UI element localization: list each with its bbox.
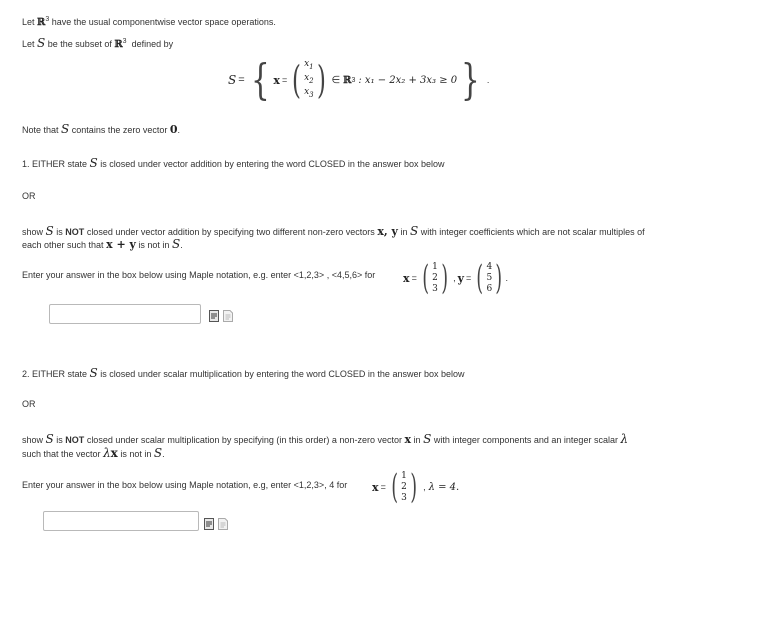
comp-2: $x_2$ xyxy=(304,73,314,85)
q1-show-post3: with integer coefficients which are not scalar multiples of xyxy=(420,227,645,237)
q1-show-pre: show xyxy=(22,227,44,237)
note-post: . xyxy=(177,125,181,135)
q1-either xyxy=(22,156,445,170)
q1-show-line1 xyxy=(22,224,645,238)
zero-vector: 0 xyxy=(169,123,178,136)
q1-ex-x-rparen: ) xyxy=(441,258,448,298)
q2-show-post: closed under scalar multiplication by specifying (in this order) a non-zero vector xyxy=(86,435,402,445)
q1-ex-y-col: 4 5 6 xyxy=(486,261,493,294)
q1-ex-y-rparen: ) xyxy=(495,258,503,298)
set-r3-exp: 3 xyxy=(351,76,356,84)
q2-ex-rparen: ) xyxy=(410,467,417,507)
answer1-input[interactable] xyxy=(49,304,201,324)
set-components xyxy=(304,59,314,100)
q2-line2-pre: such that the vector xyxy=(22,449,101,459)
note-line xyxy=(22,122,180,136)
q2-or: OR xyxy=(22,399,36,409)
q2-show-post3: with integer components and an integer scalar xyxy=(433,435,618,445)
q1-either-post: is closed under vector addition by entering the word CLOSED in the answer box below xyxy=(100,159,445,169)
preview-icon-2[interactable] xyxy=(204,518,214,530)
right-brace: } xyxy=(461,55,480,104)
q2-either-text: 2. EITHER state xyxy=(22,369,88,379)
q2-show-line2: such that the vector λx is not in S. xyxy=(22,446,165,460)
q1-ex-x-lparen: ( xyxy=(422,258,429,298)
q2-lambda: λ xyxy=(620,432,629,446)
q1-either-text: 1. EITHER state xyxy=(22,159,88,169)
s-symbol: S xyxy=(37,36,46,50)
set-lhs: S xyxy=(228,73,237,87)
q1-line2-pre: each other such that xyxy=(22,240,104,250)
q2-not: NOT xyxy=(65,435,85,445)
q2-show-s2: S xyxy=(423,432,432,446)
set-condition: : x₁ − 2x₂ + 3x₃ ≥ 0 xyxy=(358,74,458,86)
q1-example-vectors: x = ( 1 2 3 ) , y = ( 4 5 6 ) . xyxy=(403,258,509,298)
q2-ex-x: x xyxy=(372,480,379,494)
q2-s: S xyxy=(89,366,98,380)
set-eq: = xyxy=(238,74,245,86)
intro-line-2 xyxy=(22,36,173,50)
q2-show-mid: is xyxy=(56,435,63,445)
left-paren: ( xyxy=(292,58,302,102)
q2-lambda-x: λx xyxy=(103,446,118,460)
q2-in: in xyxy=(413,435,421,445)
r3-symbol-2: ℝ xyxy=(114,39,123,50)
q2-line2-mid: is not in xyxy=(120,449,152,459)
intro-subset-text: be the subset of xyxy=(47,39,112,49)
element-of: ∈ xyxy=(331,74,341,86)
intro-line-1 xyxy=(22,16,276,28)
q1-x-y: x, y xyxy=(377,225,398,238)
right-paren: ) xyxy=(316,58,326,102)
intro-let: Let xyxy=(22,17,35,27)
set-definition xyxy=(228,56,489,104)
note-mid: contains the zero vector xyxy=(71,125,168,135)
q2-line2-s: S xyxy=(153,446,163,460)
q1-not: NOT xyxy=(65,227,85,237)
q1-show-mid: is xyxy=(56,227,63,237)
comp-3: $x_3$ xyxy=(304,86,314,99)
intro-line1-text: have the usual componentwise vector space operations. xyxy=(51,17,276,27)
r3-exp: 3 xyxy=(45,16,50,23)
q1-enter-text: Enter your answer in the box below using Maple notation, e.g. enter <1,2,3> , <4,5,6> for xyxy=(22,270,376,280)
q1-show-line2: each other such that x + y is not in S. xyxy=(22,237,183,251)
q1-sum: x + y xyxy=(106,238,136,251)
set-x-eq: = xyxy=(281,75,288,85)
q1-ex-x-col: 1 2 3 xyxy=(432,261,438,294)
q1-or: OR xyxy=(22,191,36,201)
help-icon-2[interactable] xyxy=(218,518,228,530)
comp-1: $x_1$ xyxy=(304,59,314,72)
q2-x: x xyxy=(404,433,412,446)
q2-either xyxy=(22,366,464,380)
q2-example-vector: x = ( 1 2 3 ) , λ = 4. xyxy=(372,467,460,507)
q1-in: in xyxy=(400,227,408,237)
note-s: S xyxy=(61,122,70,136)
q1-show-post: closed under vector addition by specifying two different non-zero vectors xyxy=(86,227,375,237)
q2-show-s: S xyxy=(45,432,54,446)
q2-lambda-eq: λ = 4. xyxy=(428,481,460,493)
set-r3: ℝ xyxy=(343,74,352,86)
q1-line2-s: S xyxy=(171,237,181,251)
left-brace: { xyxy=(250,55,270,104)
q1-ex-y: y xyxy=(457,271,465,285)
r3-exp-2: 3 xyxy=(122,38,127,45)
q1-s: S xyxy=(89,156,98,170)
help-icon[interactable] xyxy=(223,310,233,322)
q2-enter-text: Enter your answer in the box below using Maple notation, e.g, enter <1,2,3>, 4 for xyxy=(22,480,348,490)
note-pre: Note that xyxy=(22,125,59,135)
q1-line2-mid: is not in xyxy=(138,240,170,250)
q1-show-s: S xyxy=(45,224,54,238)
q1-ex-y-lparen: ( xyxy=(476,258,484,298)
q1-show-s2: S xyxy=(409,224,419,238)
q2-show-line1 xyxy=(22,432,628,446)
intro-defined-text: defined by xyxy=(131,39,174,49)
q1-ex-x: x xyxy=(403,271,410,285)
q2-either-post: is closed under scalar multiplication by entering the word CLOSED in the answer box below xyxy=(100,369,465,379)
preview-icon[interactable] xyxy=(209,310,219,322)
q2-show-pre: show xyxy=(22,435,44,445)
set-period: . xyxy=(486,75,490,85)
q2-ex-x-col: 1 2 3 xyxy=(401,470,407,503)
intro-let-2: Let xyxy=(22,39,35,49)
r3-symbol: ℝ xyxy=(37,17,46,28)
set-x: x xyxy=(273,73,280,87)
q2-ex-lparen: ( xyxy=(391,467,398,507)
answer2-input[interactable] xyxy=(43,511,199,531)
